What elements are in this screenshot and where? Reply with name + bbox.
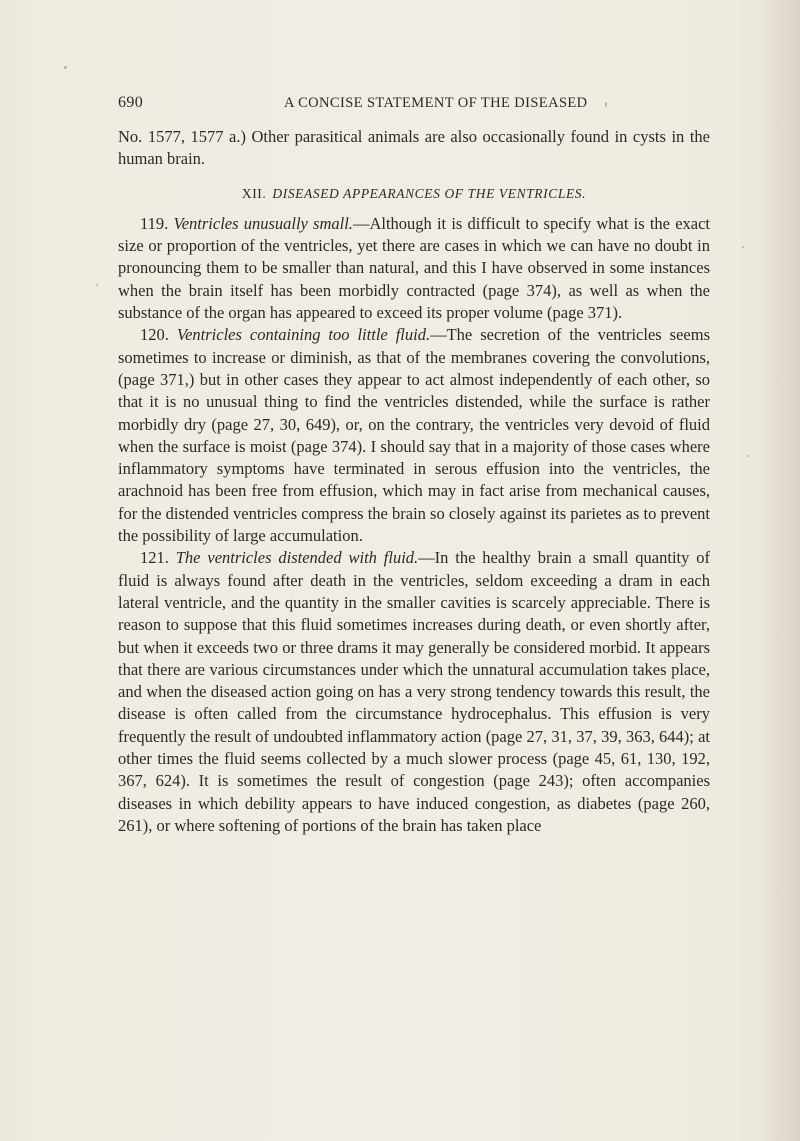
paragraph-121 xyxy=(118,547,710,837)
intro-paragraph xyxy=(118,126,710,171)
paper-speck xyxy=(64,66,67,69)
intro-reference: No. 1577, 1577 a.) xyxy=(118,127,246,146)
intro-text: Other parasitical animals are also occasionally found in cysts in the human brain. xyxy=(118,127,710,169)
paragraph-title: The ventricles distended with fluid. xyxy=(175,548,419,568)
paragraph-title: Ventricles containing too little fluid. xyxy=(176,325,431,345)
paragraph-text: —The secretion of the ventricles seems sometimes to increase or diminish, as that of the membranes covering the convolutions, (page 371,) but in other cases they appear to act almost independently of each other, so that it is no unusual thing to find the ventricles distended, while the surface is rather morbidly dry (page 27, 30, 649), or, on the contrary, the ventricles very devoid of fluid when the surface is moist (page 374). I should say that in a majority of those cases where inflammatory symptoms have terminated in serous effusion into the ventricles, the arachnoid has been free from effusion, which may in fact arise from mechanical causes, for the distended ventricles compress the brain so closely against its parietes as to prevent the possibility of large accumulation. xyxy=(118,325,710,546)
paper-speck xyxy=(742,246,744,248)
paragraph-text: —Although it is difficult to specify what is the exact size or proportion of the ventricles, yet there are cases in which we can have no doubt in pronouncing them to be smaller than natural, and this I have observed in some instances when the brain itself has been morbidly contracted (page 374), as well as when the substance of the organ has appeared to exceed its proper volume (page 371). xyxy=(118,213,710,323)
paragraph-title: Ventricles unusually small. xyxy=(173,213,353,233)
section-title: DISEASED APPEARANCES OF THE VENTRICLES. xyxy=(272,185,587,201)
paper-speck xyxy=(96,284,98,286)
section-numeral: XII. xyxy=(241,185,267,201)
paragraph-text: —In the healthy brain a small quantity of fluid is always found after death in the ventricles, seldom exceeding a dram in each lateral ventricle, and the quantity in the smaller cavities is scarcely appreciable. There is reason to suppose that this fluid sometimes increases during death, or even shortly after, but when it exceeds two or three drams it may generally be considered morbid. It appears that there are various circumstances under which the unnatural accumulation takes place, and when the diseased action going on has a very strong tendency towards this result, the disease is often called from the circumstance hydrocephalus. This effusion is very frequently the result of undoubted inflammatory action (page 27, 31, 37, 39, 363, 644); at other times the fluid seems collected by a much slower process (page 45, 61, 130, 192, 367, 624). It is sometimes the result of congestion (page 243); often accompanies diseases in which debility appears to have induced congestion, as diabetes (page 260, 261), or where softening of portions of the brain has taken place xyxy=(118,548,710,835)
page-number: 690 xyxy=(118,94,144,111)
paragraph-number: 120. xyxy=(140,325,169,345)
page-edge-shadow xyxy=(760,0,800,1141)
section-heading xyxy=(118,183,710,205)
paragraph-119 xyxy=(118,213,710,324)
running-header xyxy=(118,94,710,114)
paper-speck xyxy=(747,455,749,457)
running-title: A CONCISE STATEMENT OF THE DISEASED xyxy=(284,95,588,111)
paragraph-120 xyxy=(118,324,710,547)
body-text xyxy=(118,126,710,837)
paragraph-number: 119. xyxy=(140,213,169,233)
paragraph-number: 121. xyxy=(140,548,169,568)
